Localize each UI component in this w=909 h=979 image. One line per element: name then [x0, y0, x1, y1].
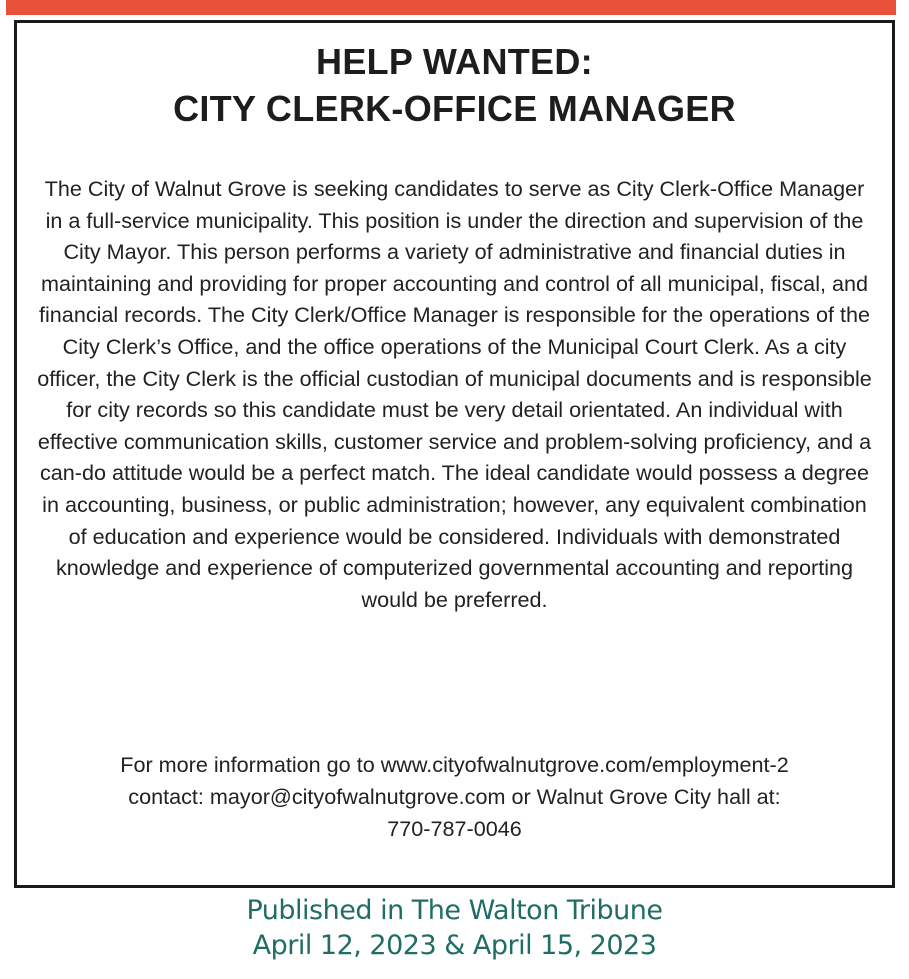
- ad-contact-info: [37, 749, 872, 845]
- publication-dates: April 12, 2023 & April 15, 2023: [252, 930, 657, 961]
- contact-phone: 770-787-0046: [387, 816, 522, 841]
- contact-email-line: contact: mayor@cityofwalnutgrove.com or Walnut Grove City hall at:: [128, 784, 781, 809]
- headline-line-1: HELP WANTED:: [316, 41, 593, 82]
- headline-line-2: CITY CLERK-OFFICE MANAGER: [173, 88, 736, 129]
- published-in: Published in The Walton Tribune: [246, 895, 663, 926]
- ad-headline: [17, 23, 892, 132]
- contact-website-line: For more information go to www.cityofwalnutgrove.com/employment-2: [120, 752, 789, 777]
- ad-body-text: The City of Walnut Grove is seeking candidates to serve as City Clerk-Office Manager in a full-service municipality. This position is under the direction and supervision of the City Mayor. This person performs a variety of administrative and financial duties in maintaining and providing for proper accounting and control of all municipal, fiscal, and financial records. The City Clerk/Office Manager is responsible for the operations of the City Clerk’s Office, and the office operations of the Municipal Court Clerk. As a city officer, the City Clerk is the official custodian of municipal documents and is responsible for city records so this candidate must be very detail orientated. An individual with effective communication skills, customer service and problem-solving proficiency, and a can-do attitude would be a perfect match. The ideal candidate would possess a degree in accounting, business, or public administration; however, any equivalent combination of education and experience would be considered. Individuals with demonstrated knowledge and experience of computerized governmental accounting and reporting would be preferred.: [37, 176, 872, 612]
- top-accent-bar: [6, 0, 896, 15]
- classified-ad: [14, 20, 895, 888]
- publication-footer: [0, 893, 909, 963]
